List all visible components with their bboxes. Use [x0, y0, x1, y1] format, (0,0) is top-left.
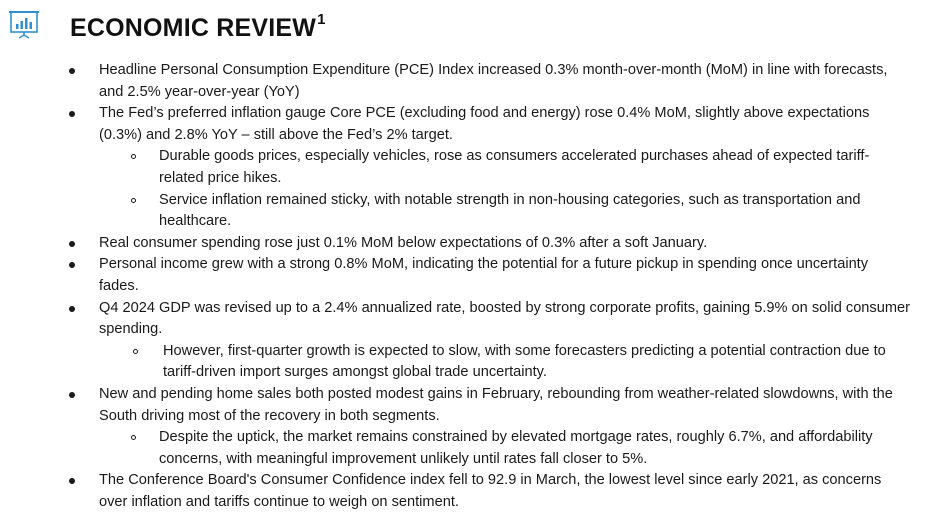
bullet-text: Real consumer spending rose just 0.1% MoM below expectations of 0.3% after a soft January.	[99, 234, 708, 251]
presentation-chart-icon	[7, 11, 41, 39]
bullet-dot	[69, 68, 75, 74]
sub-bullet-text: Despite the uptick, the market remains constrained by elevated mortgage rates, roughly 6.7%, and affordability concerns, with meaningful improvement unlikely until rates fall closer to 5%.	[159, 429, 873, 467]
bullet-text: Personal income grew with a strong 0.8% MoM, indicating the potential for a future pickup in spending once uncertainty fades.	[99, 256, 869, 294]
page-title	[70, 10, 326, 46]
sub-list-core-pce	[0, 146, 925, 232]
sub-bullet-list	[0, 146, 925, 232]
sub-bullet-circle	[131, 198, 136, 203]
sub-bullet-circle	[131, 154, 136, 159]
bullet-q4-gdp	[0, 298, 925, 341]
sub-bullet-circle	[131, 435, 136, 440]
bullet-core-pce	[0, 103, 925, 146]
bullet-consumer-spending	[0, 233, 925, 255]
review-content	[0, 60, 925, 513]
bullet-dot	[69, 392, 75, 398]
sub-bullet-durable-goods	[0, 146, 925, 189]
bullet-list	[0, 60, 925, 513]
bullet-text: The Fed’s preferred inflation gauge Core PCE (excluding food and energy) rose 0.4% MoM, slightly above expectations (0.3%) and 2.8% YoY – still above the Fed’s 2% target.	[99, 105, 870, 143]
bullet-dot	[69, 478, 75, 484]
title-text: ECONOMIC REVIEW	[70, 14, 317, 42]
sub-bullet-text: Service inflation remained sticky, with notable strength in non-housing categories, such as transportation and healthcare.	[159, 191, 861, 230]
bullet-dot	[69, 241, 75, 247]
bullet-text: Q4 2024 GDP was revised up to a 2.4% annualized rate, boosted by strong corporate profits, gaining 5.9% on solid consumer spending.	[99, 299, 910, 338]
bullet-consumer-confidence	[0, 470, 925, 513]
sub-bullet-text: Durable goods prices, especially vehicles, rose as consumers accelerated purchases ahead of expected tariff-related price hikes.	[159, 148, 870, 186]
bullet-home-sales	[0, 384, 925, 427]
bullet-headline-pce	[0, 60, 925, 103]
bullet-dot	[69, 262, 75, 268]
bullet-text: New and pending home sales both posted modest gains in February, rebounding from weather-related slowdowns, with the South driving most of the recovery in both segments.	[99, 385, 893, 424]
sub-bullet-list	[0, 427, 925, 470]
bullet-text: The Conference Board's Consumer Confidence index fell to 92.9 in March, the lowest level since early 2021, as concerns over inflation and tariffs continue to weigh on sentiment.	[99, 472, 882, 510]
sub-bullet-service-inflation	[0, 190, 925, 233]
bullet-personal-income	[0, 254, 925, 297]
sub-bullet-list	[0, 341, 925, 384]
sub-list-gdp	[0, 341, 925, 384]
sub-bullet-mortgage-rates	[0, 427, 925, 470]
sub-bullet-q1-growth	[0, 341, 925, 384]
bullet-text: Headline Personal Consumption Expenditure (PCE) Index increased 0.3% month-over-month (MoM) in line with forecasts, and 2.5% year-over-year (YoY)	[99, 62, 888, 100]
bullet-dot	[69, 306, 75, 312]
sub-bullet-circle	[133, 349, 138, 354]
sub-list-home-sales	[0, 427, 925, 470]
bullet-dot	[69, 111, 75, 117]
sub-bullet-text: However, first-quarter growth is expected to slow, with some forecasters predicting a potential contraction due to tariff-driven import surges amongst global trade uncertainty.	[163, 342, 886, 381]
title-footnote: 1	[317, 10, 326, 28]
